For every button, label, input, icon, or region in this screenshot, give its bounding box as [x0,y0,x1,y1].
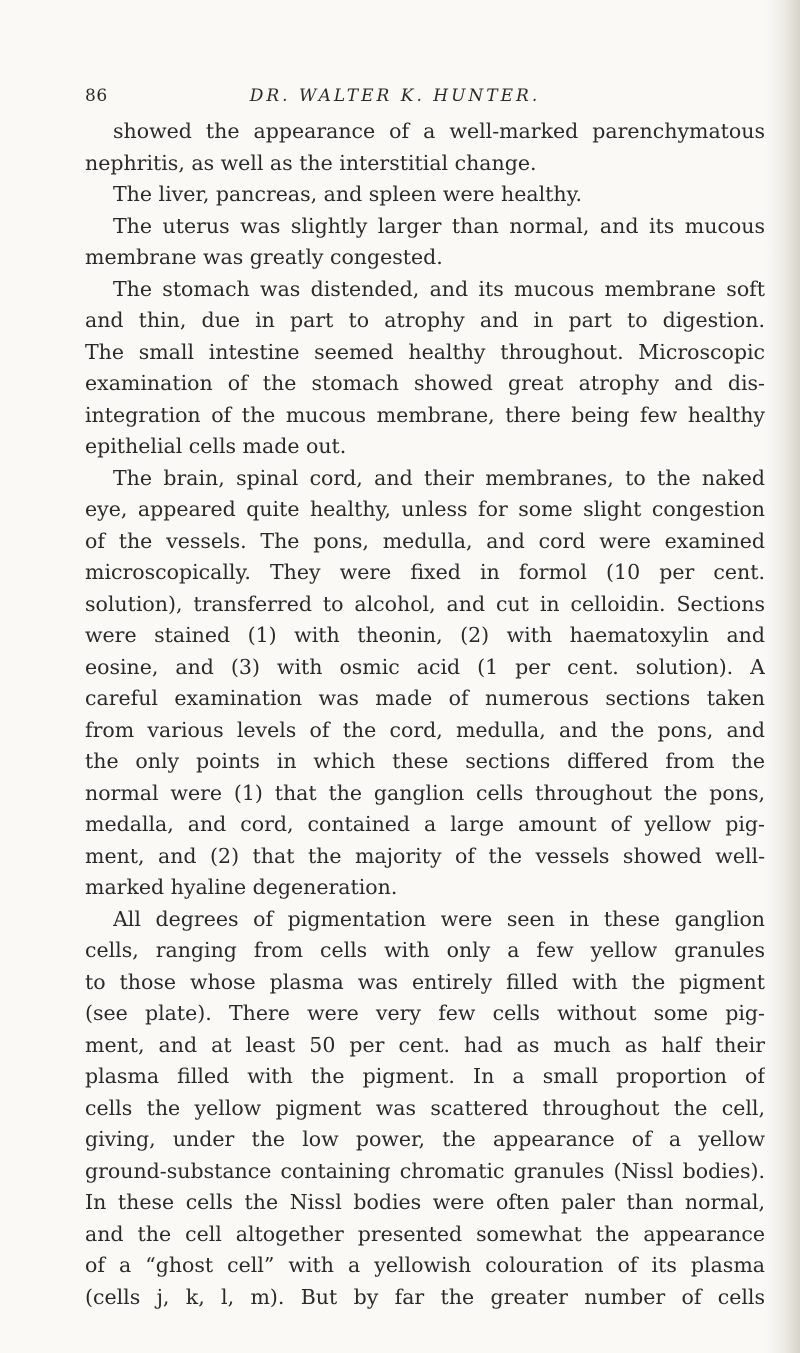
text-line: The brain, spinal cord, and their membranes, to the naked [113,466,765,490]
text-line: eosine, and (3) with osmic acid (1 per cent. solution). A [85,655,765,679]
text-line: solution), transferred to alcohol, and cut in celloidin. Sections [85,592,765,616]
text-line: cells, ranging from cells with only a few yellow granules [85,938,765,962]
text-line: plasma filled with the pigment. In a small proportion of [85,1064,765,1088]
running-head: DR. WALTER K. HUNTER. [249,86,541,106]
text-line: giving, under the low power, the appearance of a yellow [85,1127,765,1151]
text-line: integration of the mucous membrane, there being few healthy [85,403,765,427]
text-line: eye, appeared quite healthy, unless for some slight congestion [85,497,765,521]
text-line: marked hyaline degeneration. [85,875,398,899]
text-line: and thin, due in part to atrophy and in part to digestion. [85,308,765,332]
text-line: The stomach was distended, and its mucous membrane soft [113,277,765,301]
text-line: were stained (1) with theonin, (2) with haematoxylin and [85,623,765,647]
text-line: (see plate). There were very few cells without some pig- [85,1001,765,1025]
text-line: In these cells the Nissl bodies were often paler than normal, [85,1190,765,1214]
text-line: normal were (1) that the ganglion cells throughout the pons, [85,781,765,805]
text-line: The liver, pancreas, and spleen were healthy. [113,182,582,206]
text-line: showed the appearance of a well-marked parenchymatous [113,119,765,143]
text-line: of a “ghost cell” with a yellowish colouration of its plasma [85,1253,765,1277]
text-line: from various levels of the cord, medulla, and the pons, and [85,718,765,742]
text-line: ment, and at least 50 per cent. had as much as half their [85,1033,765,1057]
text-line: careful examination was made of numerous sections taken [85,686,765,710]
text-line: nephritis, as well as the interstitial change. [85,151,537,175]
text-line: ment, and (2) that the majority of the vessels showed well- [85,844,765,868]
text-line: All degrees of pigmentation were seen in these ganglion [113,907,765,931]
text-line: The small intestine seemed healthy throughout. Microscopic [85,340,765,364]
text-line: microscopically. They were fixed in formol (10 per cent. [85,560,765,584]
text-line: epithelial cells made out. [85,434,347,458]
text-line: of the vessels. The pons, medulla, and cord were examined [85,529,765,553]
text-line: the only points in which these sections differed from the [85,749,765,773]
text-line: cells the yellow pigment was scattered throughout the cell, [85,1096,765,1120]
text-line: examination of the stomach showed great atrophy and dis- [85,371,765,395]
text-line: medalla, and cord, contained a large amount of yellow pig- [85,812,765,836]
text-line: ground-substance containing chromatic granules (Nissl bodies). [85,1159,765,1183]
text-line: and the cell altogether presented somewhat the appearance [85,1222,765,1246]
page-number: 86 [85,86,108,106]
text-line: membrane was greatly congested. [85,245,443,269]
text-line: The uterus was slightly larger than normal, and its mucous [113,214,765,238]
text-line: to those whose plasma was entirely filled with the pigment [85,970,765,994]
text-line: (cells j, k, l, m). But by far the greater number of cells [85,1285,765,1309]
